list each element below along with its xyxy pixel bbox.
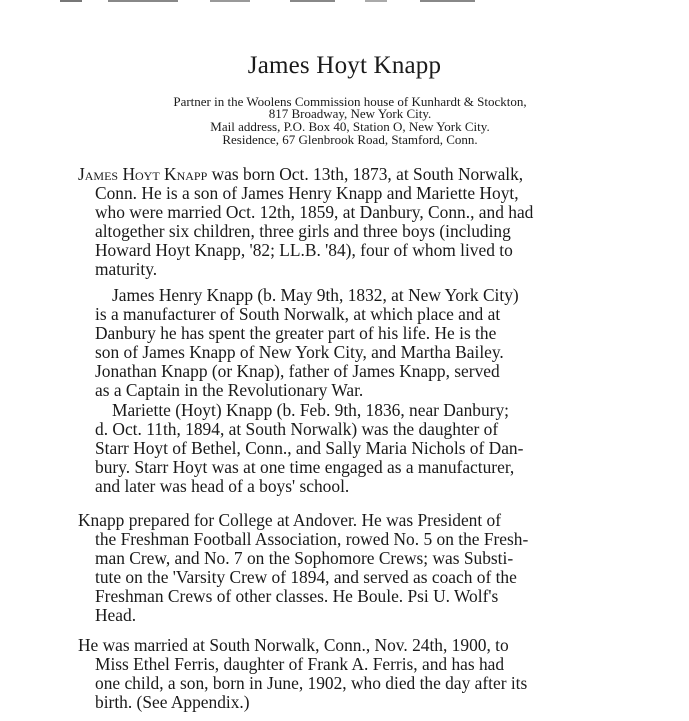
paragraph-text: was born Oct. 13th, 1873, at South Norwalk,: [207, 164, 524, 184]
paragraph-line: [78, 165, 626, 184]
paragraph-line: Conn. He is a son of James Henry Knapp and Mariette Hoyt,: [95, 183, 519, 203]
paragraph-line: Freshman Crews of other classes. He Boule. Psi U. Wolf's: [95, 586, 499, 606]
subject-name: James Hoyt Knapp: [78, 164, 208, 184]
paragraph-line: Jonathan Knapp (or Knap), father of James Knapp, served: [95, 361, 500, 381]
paragraph-line: He was married at South Norwalk, Conn., Nov. 24th, 1900, to: [78, 635, 509, 655]
header-line-1: Partner in the Woolens Commission house of Kunhardt & Stockton,: [173, 94, 527, 109]
header-line-4: Residence, 67 Glenbrook Road, Stamford, Conn.: [222, 132, 478, 147]
paragraph-line: birth. (See Appendix.): [95, 692, 250, 712]
paragraph-line: Starr Hoyt of Bethel, Conn., and Sally Maria Nichols of Dan-: [95, 438, 524, 458]
paragraph-line: Howard Hoyt Knapp, '82; LL.B. '84), four of whom lived to: [95, 240, 513, 260]
paragraph-line: man Crew, and No. 7 on the Sophomore Crews; was Substi-: [95, 548, 514, 568]
header-line-3: Mail address, P.O. Box 40, Station O, New York City.: [210, 119, 490, 134]
paragraph-line: altogether six children, three girls and three boys (including: [95, 221, 511, 241]
paragraph-line: who were married Oct. 12th, 1859, at Danbury, Conn., and had: [95, 202, 534, 222]
paragraph-line: bury. Starr Hoyt was at one time engaged as a manufacturer,: [95, 457, 515, 477]
paragraph-line: Miss Ethel Ferris, daughter of Frank A. Ferris, and has had: [95, 654, 505, 674]
paragraph-line: Danbury he has spent the greater part of his life. He is the: [95, 323, 497, 343]
paragraph-mother: [78, 401, 626, 496]
paragraph-birth: [78, 165, 626, 279]
paragraph-line: tute on the 'Varsity Crew of 1894, and served as coach of the: [95, 567, 517, 587]
paragraph-line: son of James Knapp of New York City, and Martha Bailey.: [95, 342, 504, 362]
paragraph-college: [78, 511, 626, 625]
header-line-2: 817 Broadway, New York City.: [268, 106, 432, 121]
paragraph-line: Mariette (Hoyt) Knapp (b. Feb. 9th, 1836, near Danbury;: [112, 400, 509, 420]
paragraph-father: [78, 286, 626, 400]
paragraph-line: one child, a son, born in June, 1902, who died the day after its: [95, 673, 528, 693]
paragraph-line: James Henry Knapp (b. May 9th, 1832, at New York City): [112, 285, 519, 305]
paragraph-marriage: [78, 636, 626, 712]
paragraph-line: Knapp prepared for College at Andover. He was President of: [78, 510, 502, 530]
previous-page-remnant: [60, 0, 480, 3]
paragraph-line: is a manufacturer of South Norwalk, at which place and at: [95, 304, 501, 324]
paragraph-line: as a Captain in the Revolutionary War.: [95, 380, 364, 400]
page-title: James Hoyt Knapp: [247, 52, 442, 79]
paragraph-line: Head.: [95, 605, 137, 625]
paragraph-line: the Freshman Football Association, rowed No. 5 on the Fresh-: [95, 529, 529, 549]
paragraph-line: and later was head of a boys' school.: [95, 476, 350, 496]
paragraph-line: maturity.: [95, 259, 158, 279]
paragraph-line: d. Oct. 11th, 1894, at South Norwalk) was the daughter of: [95, 419, 499, 439]
